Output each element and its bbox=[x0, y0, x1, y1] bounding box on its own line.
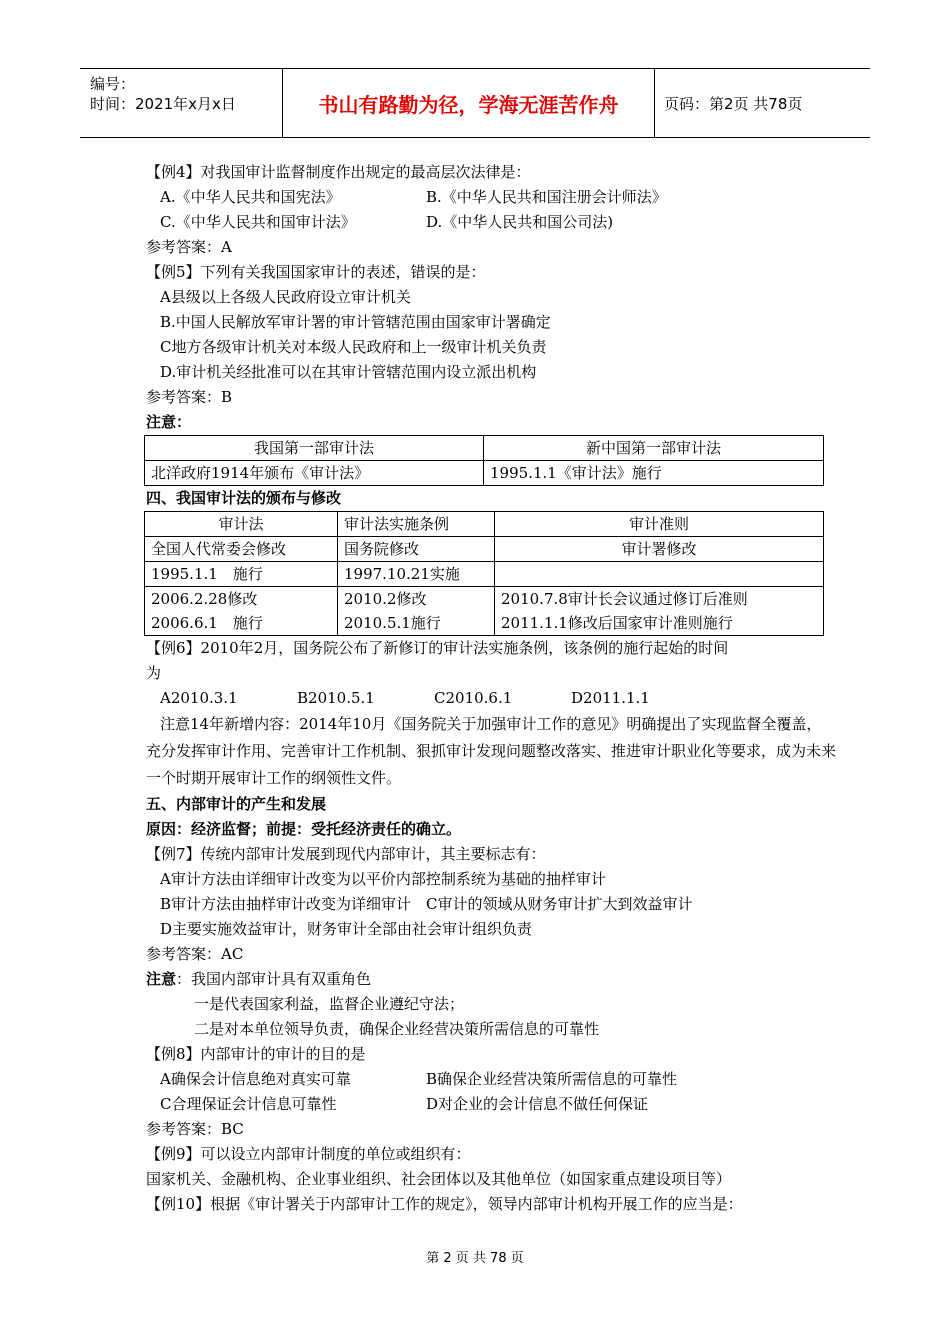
ex8-answer: 参考答案：BC bbox=[146, 1120, 244, 1138]
ex5-question: 【例5】下列有关我国国家审计的表述，错误的是： bbox=[146, 263, 486, 281]
table-cell: 2010.7.8审计长会议通过修订后准则 2011.1.1修改后国家审计准则施行 bbox=[495, 587, 824, 636]
table-header: 审计法实施条例 bbox=[338, 512, 495, 537]
table-header: 新中国第一部审计法 bbox=[484, 436, 824, 461]
section-5-title: 五、内部审计的产生和发展 bbox=[146, 795, 327, 813]
header-info-cell bbox=[80, 69, 283, 137]
table-cell: 2010.2修改 2010.5.1施行 bbox=[338, 587, 495, 636]
ex10-question: 【例10】根据《审计署关于内部审计工作的规定》，领导内部审计机构开展工作的应当是： bbox=[146, 1195, 743, 1213]
note2-line: 注意：我国内部审计具有双重角色 bbox=[146, 970, 372, 988]
table-cell: 1997.10.21实施 bbox=[338, 562, 495, 587]
section-5-reason: 原因：经济监督；前提：受托经济责任的确立。 bbox=[146, 820, 462, 838]
table-header: 我国第一部审计法 bbox=[145, 436, 484, 461]
ex6-note: 注意14年新增内容：2014年10月《国务院关于加强审计工作的意见》明确提出了实现监督全覆盖，充分发挥审计作用、完善审计工作机制、狠抓审计发现问题整改落实、推进审计职业化等要求，成为未来一个时期开展审计工作的纲领性文件。 bbox=[146, 715, 837, 787]
ex5-answer: 参考答案：B bbox=[146, 388, 233, 406]
note2-point-1: 一是代表国家利益，监督企业遵纪守法； bbox=[194, 995, 465, 1013]
ex4-answer: 参考答案：A bbox=[146, 238, 232, 256]
table-cell: 全国人代常委会修改 bbox=[145, 537, 338, 562]
table-cell: 1995.1.1《审计法》施行 bbox=[484, 461, 824, 486]
header-page: 页码：第2页 共78页 bbox=[664, 95, 803, 113]
table-cell: 审计署修改 bbox=[495, 537, 824, 562]
ex4-options-ab: A.《中华人民共和国宪法》 B.《中华人民共和国注册会计师法》 bbox=[160, 188, 667, 206]
table-cell: 1995.1.1 施行 bbox=[145, 562, 338, 587]
ex7-question: 【例7】传统内部审计发展到现代内部审计，其主要标志有： bbox=[146, 845, 546, 863]
table-cell: 国务院修改 bbox=[338, 537, 495, 562]
ex6-options: A2010.3.1 B2010.5.1 C2010.6.1 D2011.1.1 bbox=[160, 689, 650, 707]
table-cell bbox=[495, 562, 824, 587]
ex7-answer: 参考答案：AC bbox=[146, 945, 244, 963]
ex8-options-cd: C合理保证会计信息可靠性 D对企业的会计信息不做任何保证 bbox=[160, 1095, 649, 1113]
ex5-option-b: B.中国人民解放军审计署的审计管辖范围由国家审计署确定 bbox=[160, 313, 551, 331]
ex5-option-a: A县级以上各级人民政府设立审计机关 bbox=[160, 288, 411, 306]
document-body bbox=[146, 160, 836, 1217]
ex8-question: 【例8】内部审计的审计的目的是 bbox=[146, 1045, 366, 1063]
ex8-options-ab: A确保会计信息绝对真实可靠 B确保企业经营决策所需信息的可靠性 bbox=[160, 1070, 678, 1088]
ex6-question-cont: 为 bbox=[146, 664, 162, 682]
header-code: 编号： bbox=[90, 75, 136, 93]
header-time: 时间：2021年x月x日 bbox=[90, 95, 236, 113]
page-header bbox=[80, 68, 870, 138]
audit-law-first-table bbox=[144, 435, 824, 486]
audit-law-revision-table bbox=[144, 511, 824, 636]
section-4-title: 四、我国审计法的颁布与修改 bbox=[146, 489, 342, 507]
note2-point-2: 二是对本单位领导负责，确保企业经营决策所需信息的可靠性 bbox=[194, 1020, 600, 1038]
ex5-option-d: D.审计机关经批准可以在其审计管辖范围内设立派出机构 bbox=[160, 363, 537, 381]
table-cell: 北洋政府1914年颁布《审计法》 bbox=[145, 461, 484, 486]
ex7-option-a: A审计方法由详细审计改变为以平价内部控制系统为基础的抽样审计 bbox=[160, 870, 606, 888]
ex7-option-bc: B审计方法由抽样审计改变为详细审计 C审计的领域从财务审计扩大到效益审计 bbox=[160, 895, 693, 913]
ex9-question: 【例9】可以设立内部审计制度的单位或组织有： bbox=[146, 1145, 471, 1163]
table-header: 审计准则 bbox=[495, 512, 824, 537]
ex4-options-cd: C.《中华人民共和国审计法》 D.《中华人民共和国公司法) bbox=[160, 213, 614, 231]
ex4-question: 【例4】对我国审计监督制度作出规定的最高层次法律是： bbox=[146, 163, 531, 181]
table-cell: 2006.2.28修改 2006.6.1 施行 bbox=[145, 587, 338, 636]
ex6-question: 【例6】2010年2月，国务院公布了新修订的审计法实施条例，该条例的施行起始的时间 bbox=[146, 639, 729, 657]
table-header: 审计法 bbox=[145, 512, 338, 537]
ex5-option-c: C地方各级审计机关对本级人民政府和上一级审计机关负责 bbox=[160, 338, 547, 356]
note-label: 注意： bbox=[146, 413, 192, 431]
ex9-answer: 国家机关、金融机构、企业事业组织、社会团体以及其他单位（如国家重点建设项目等） bbox=[146, 1170, 732, 1188]
ex7-option-d: D主要实施效益审计，财务审计全部由社会审计组织负责 bbox=[160, 920, 533, 938]
page-footer: 第 2 页 共 78 页 bbox=[426, 1251, 524, 1266]
header-motto: 书山有路勤为径，学海无涯苦作舟 bbox=[283, 69, 655, 137]
